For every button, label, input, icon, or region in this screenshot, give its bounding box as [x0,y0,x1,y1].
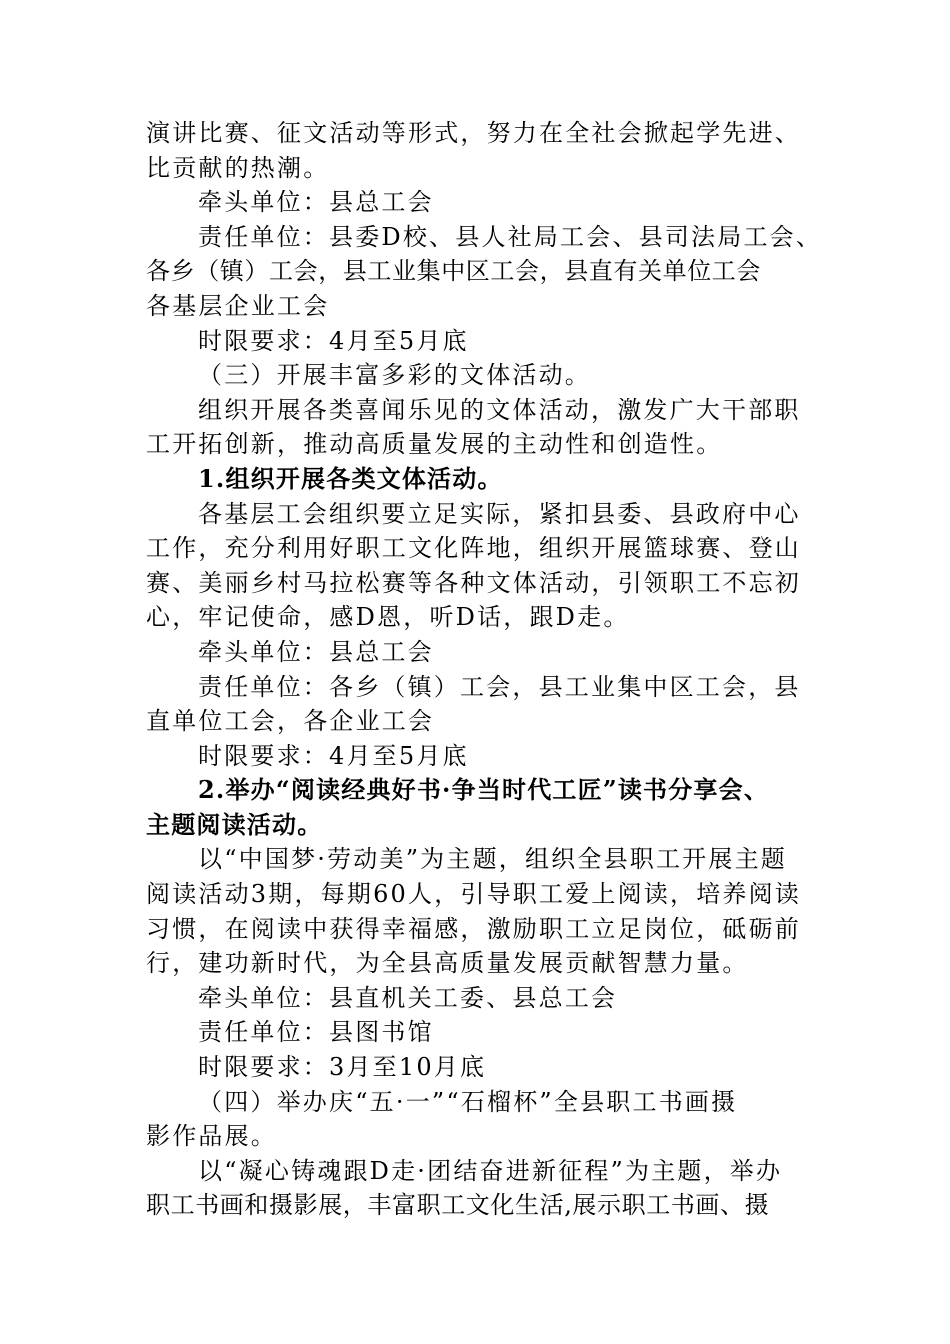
section-heading-continued: 影作品展。 [146,1122,277,1151]
body-line: 工开拓创新，推动高质量发展的主动性和创造性。 [146,430,723,459]
body-line: 职工书画和摄影展，丰富职工文化生活,展示职工书画、摄 [146,1191,770,1220]
lead-unit-line: 牵头单位：县总工会 [198,637,434,666]
body-line: 各基层企业工会 [146,291,330,320]
body-line: 赛、美丽乡村马拉松赛等各种文体活动，引领职工不忘初 [146,568,801,597]
body-line: 直单位工会，各企业工会 [146,707,435,736]
lead-unit-line: 牵头单位：县直机关工委、县总工会 [198,983,618,1012]
deadline-line: 时限要求：4月至5月底 [198,741,469,770]
body-line: 心，牢记使命，感D恩，听D话，跟D走。 [146,603,630,632]
body-line: 工作，充分利用好职工文化阵地，组织开展篮球赛、登山 [146,534,801,563]
body-line: 各乡（镇）工会，县工业集中区工会，县直有关单位工会 [146,257,761,286]
document-body [146,116,823,1223]
body-line: 行，建功新时代，为全县高质量发展贡献智慧力量。 [146,949,749,978]
body-line: 习惯，在阅读中获得幸福感，激励职工立足岗位，砥砺前 [146,914,801,943]
body-line: 各基层工会组织要立足实际，紧扣县委、县政府中心 [198,499,801,528]
section-heading: （四）举办庆“五·一”“石榴杯”全县职工书画摄 [198,1087,738,1116]
deadline-line: 时限要求：4月至5月底 [198,326,469,355]
body-line: 以“凝心铸魂跟D走·团结奋进新征程”为主题，举办 [198,1156,783,1185]
subsection-heading: 1.组织开展各类文体活动。 [198,463,503,493]
section-heading: （三）开展丰富多彩的文体活动。 [198,361,591,390]
body-line: 阅读活动3期，每期60人，引导职工爱上阅读，培养阅读 [146,880,802,909]
deadline-line: 时限要求：3月至10月底 [198,1053,487,1082]
body-line: 比贡献的热潮。 [146,153,330,182]
subsection-heading-continued: 主题阅读活动。 [146,809,323,839]
responsible-unit-line: 责任单位：各乡（镇）工会，县工业集中区工会，县 [198,672,801,701]
lead-unit-line: 牵头单位：县总工会 [198,188,434,217]
subsection-heading: 2.举办“阅读经典好书·争当时代工匠”读书分享会、 [198,775,770,805]
responsible-unit-line: 责任单位：县委D校、县人社局工会、县司法局工会、 [198,222,823,251]
body-line: 组织开展各类喜闻乐见的文体活动，激发广大干部职 [198,395,801,424]
body-line: 演讲比赛、征文活动等形式，努力在全社会掀起学先进、 [146,119,801,147]
body-line: 以“中国梦·劳动美”为主题，组织全县职工开展主题 [198,845,787,874]
responsible-unit-line: 责任单位：县图书馆 [198,1018,434,1047]
